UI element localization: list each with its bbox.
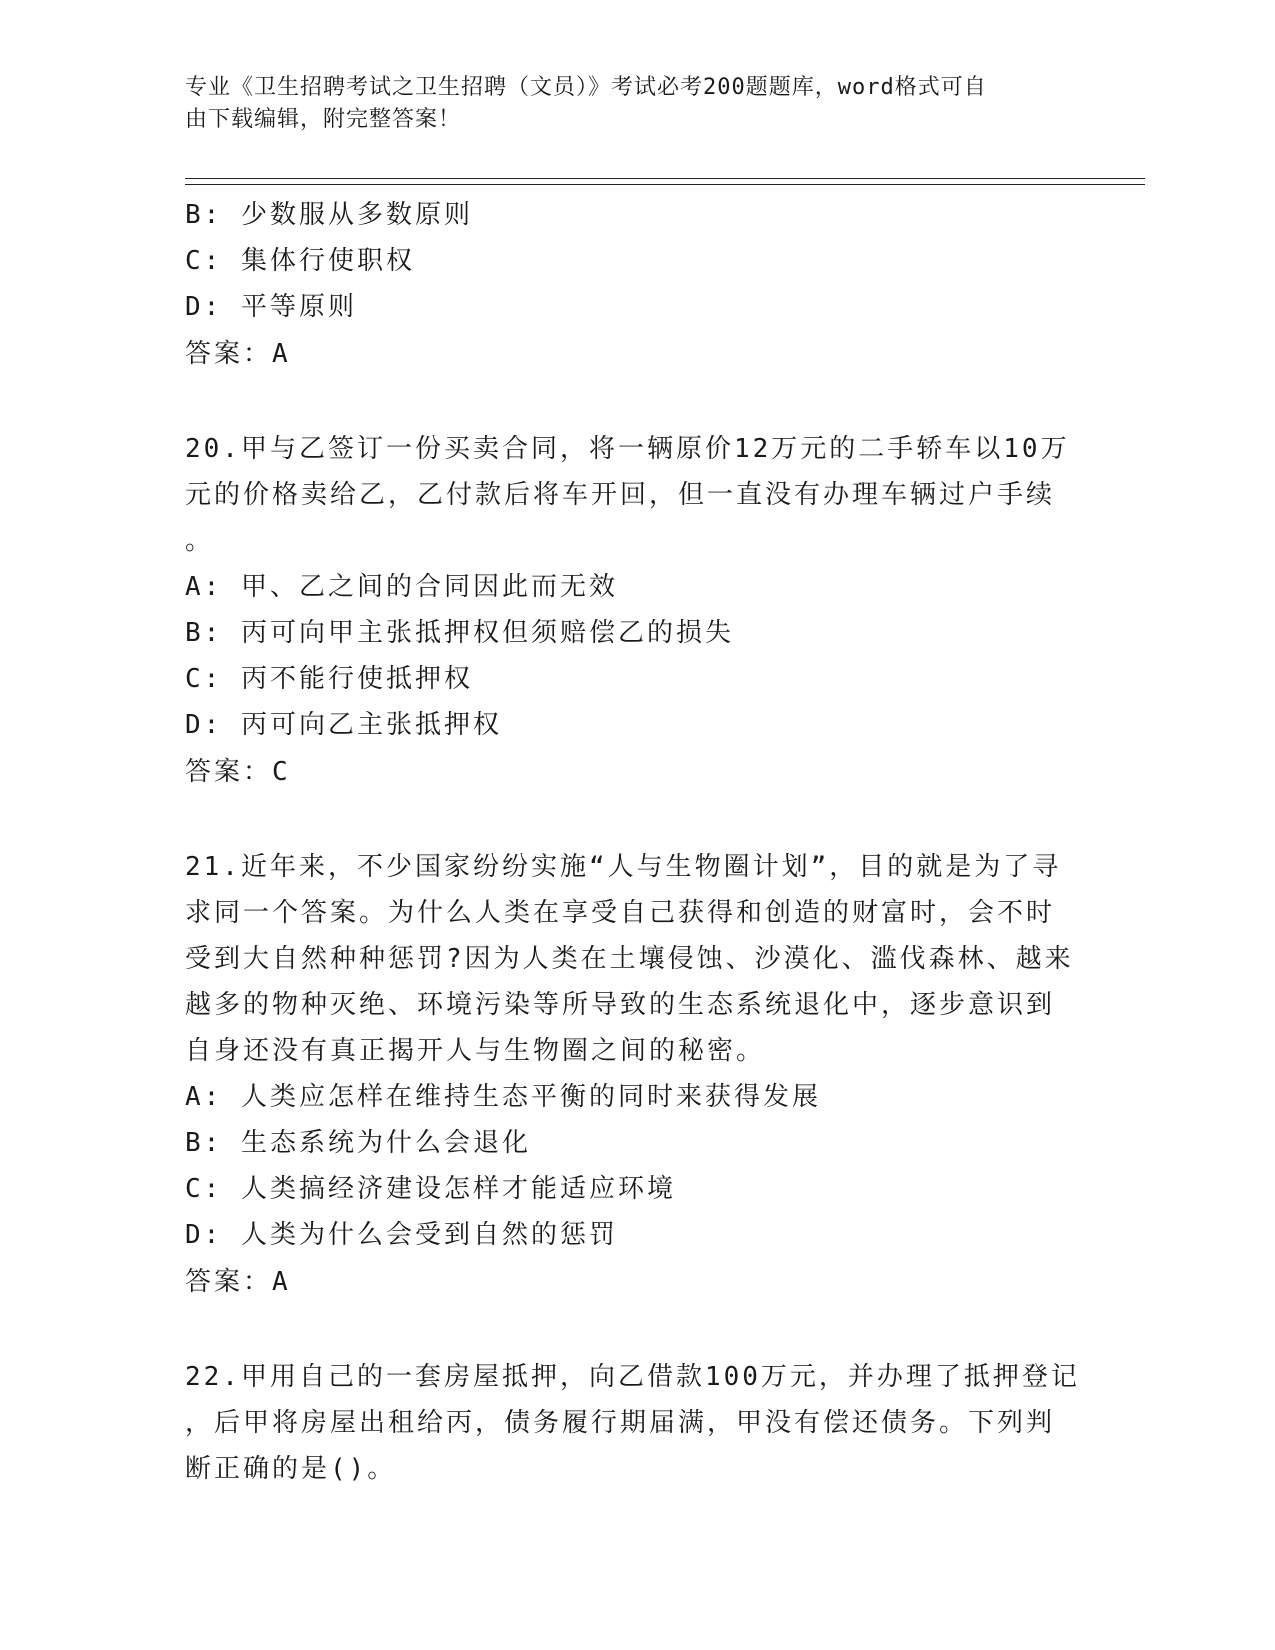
option-d: D: 丙可向乙主张抵押权 xyxy=(185,710,502,740)
option-b: B: 丙可向甲主张抵押权但须赔偿乙的损失 xyxy=(185,618,734,648)
question-text-line: ，后甲将房屋出租给丙，债务履行期届满，甲没有偿还债务。下列判 xyxy=(185,1408,1056,1438)
question-text-line: 自身还没有真正揭开人与生物圈之间的秘密。 xyxy=(185,1036,766,1066)
option-b: B: 少数服从多数原则 xyxy=(185,200,473,230)
document-header xyxy=(185,72,1065,136)
header-line-2: 由下载编辑，附完整答案！ xyxy=(185,107,462,132)
option-c: C: 人类搞经济建设怎样才能适应环境 xyxy=(185,1174,676,1204)
question-text-line: 20.甲与乙签订一份买卖合同，将一辆原价12万元的二手轿车以10万 xyxy=(185,434,1070,464)
option-a: A: 甲、乙之间的合同因此而无效 xyxy=(185,572,618,602)
option-c: C: 集体行使职权 xyxy=(185,246,415,276)
question-text-line: 21.近年来，不少国家纷纷实施“人与生物圈计划”，目的就是为了寻 xyxy=(185,852,1062,882)
question-text-line: 。 xyxy=(185,526,215,556)
question-text-line: 求同一个答案。为什么人类在享受自己获得和创造的财富时，会不时 xyxy=(185,898,1056,928)
answer-line: 答案：A xyxy=(185,339,291,369)
question-text-line: 断正确的是()。 xyxy=(185,1454,397,1484)
document-body xyxy=(185,192,1085,1492)
spacer xyxy=(185,1306,1085,1354)
spacer xyxy=(185,378,1085,426)
spacer xyxy=(185,796,1085,844)
answer-line: 答案：A xyxy=(185,1267,291,1297)
question-text-line: 越多的物种灭绝、环境污染等所导致的生态系统退化中，逐步意识到 xyxy=(185,990,1056,1020)
header-rule-bottom xyxy=(185,184,1145,185)
header-line-1: 专业《卫生招聘考试之卫生招聘（文员）》考试必考200题题库，word格式可自 xyxy=(185,75,987,100)
question-text-line: 元的价格卖给乙，乙付款后将车开回，但一直没有办理车辆过户手续 xyxy=(185,480,1056,510)
header-rule-top xyxy=(185,178,1145,179)
option-a: A: 人类应怎样在维持生态平衡的同时来获得发展 xyxy=(185,1082,821,1112)
question-22 xyxy=(185,1354,1085,1492)
option-d: D: 平等原则 xyxy=(185,292,357,322)
question-19-tail xyxy=(185,192,1085,378)
question-21 xyxy=(185,844,1085,1306)
question-text-line: 22.甲用自己的一套房屋抵押，向乙借款100万元，并办理了抵押登记 xyxy=(185,1362,1080,1392)
answer-line: 答案：C xyxy=(185,757,291,787)
question-text-line: 受到大自然种种惩罚?因为人类在土壤侵蚀、沙漠化、滥伐森林、越来 xyxy=(185,944,1074,974)
option-c: C: 丙不能行使抵押权 xyxy=(185,664,473,694)
option-b: B: 生态系统为什么会退化 xyxy=(185,1128,531,1158)
question-20 xyxy=(185,426,1085,796)
option-d: D: 人类为什么会受到自然的惩罚 xyxy=(185,1220,618,1250)
